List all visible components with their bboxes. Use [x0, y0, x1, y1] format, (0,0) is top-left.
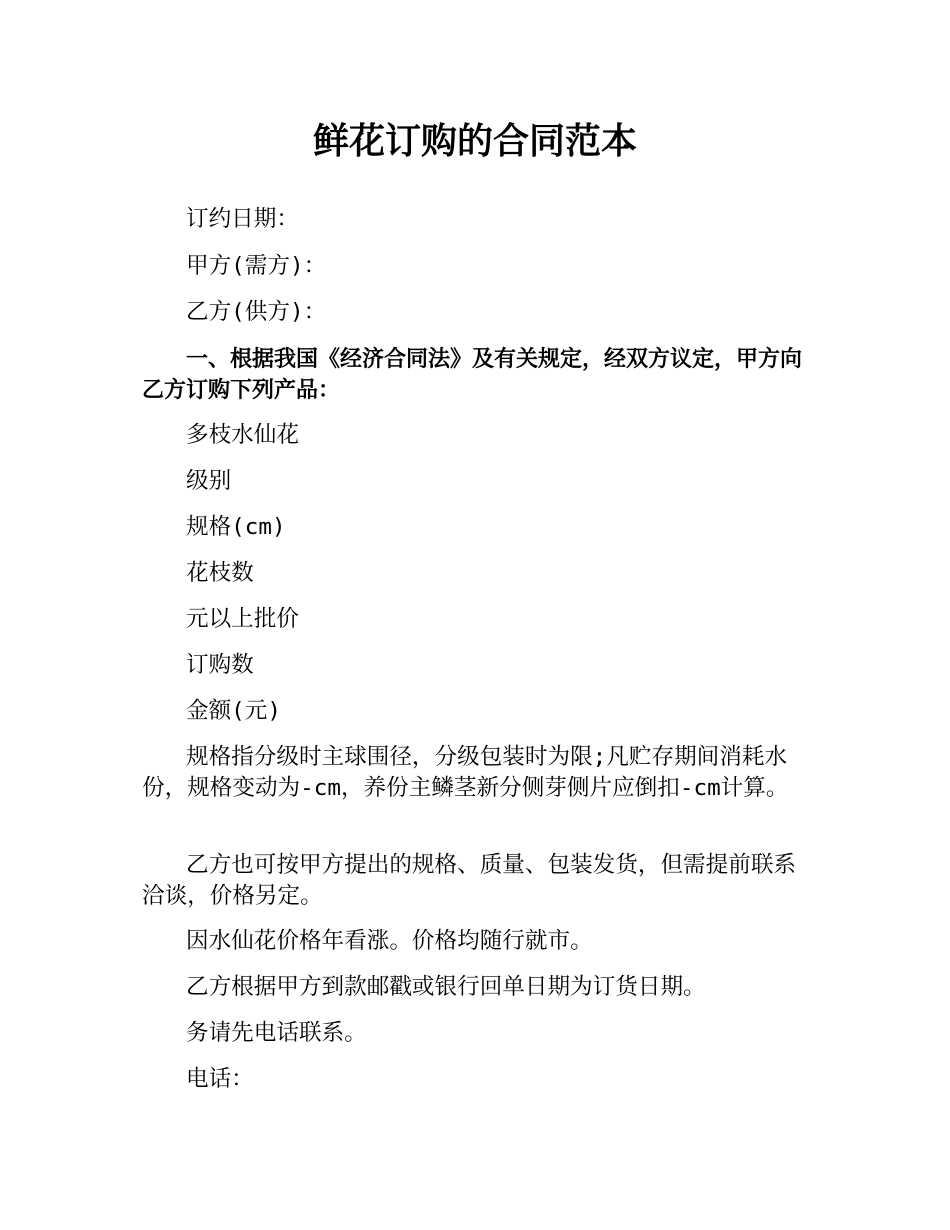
- spec-note-paragraph: 规格指分级时主球围径，分级包装时为限;凡贮存期间消耗水份，规格变动为-cm，养份主鳞茎新分侧芽侧片应倒扣-cm计算。: [142, 744, 789, 801]
- document-title: 鲜花订购的合同范本: [312, 121, 637, 162]
- contract-date-line: 订约日期：: [186, 206, 299, 232]
- field-wholesale-price: 元以上批价: [186, 606, 299, 632]
- field-stem-count: 花枝数: [186, 560, 254, 586]
- field-grade: 级别: [186, 468, 232, 494]
- price-note-paragraph: 因水仙花价格年看涨。价格均随行就市。: [186, 928, 593, 954]
- field-order-quantity: 订购数: [186, 652, 254, 678]
- party-b-line: 乙方(供方)：: [186, 299, 327, 325]
- phone-line: 电话：: [186, 1066, 254, 1092]
- product-name: 多枝水仙花: [186, 422, 299, 448]
- field-amount: 金额(元): [186, 698, 281, 724]
- order-date-paragraph: 乙方根据甲方到款邮戳或银行回单日期为订货日期。: [186, 974, 706, 1000]
- party-a-line: 甲方(需方)：: [186, 253, 327, 279]
- contact-note-paragraph: 务请先电话联系。: [186, 1020, 367, 1046]
- section-one-heading: 一、根据我国《经济合同法》及有关规定，经双方议定，甲方向乙方订购下列产品：: [142, 347, 803, 403]
- custom-order-paragraph: 乙方也可按甲方提出的规格、质量、包装发货，但需提前联系洽谈，价格另定。: [142, 852, 797, 909]
- field-spec: 规格(cm): [186, 514, 286, 540]
